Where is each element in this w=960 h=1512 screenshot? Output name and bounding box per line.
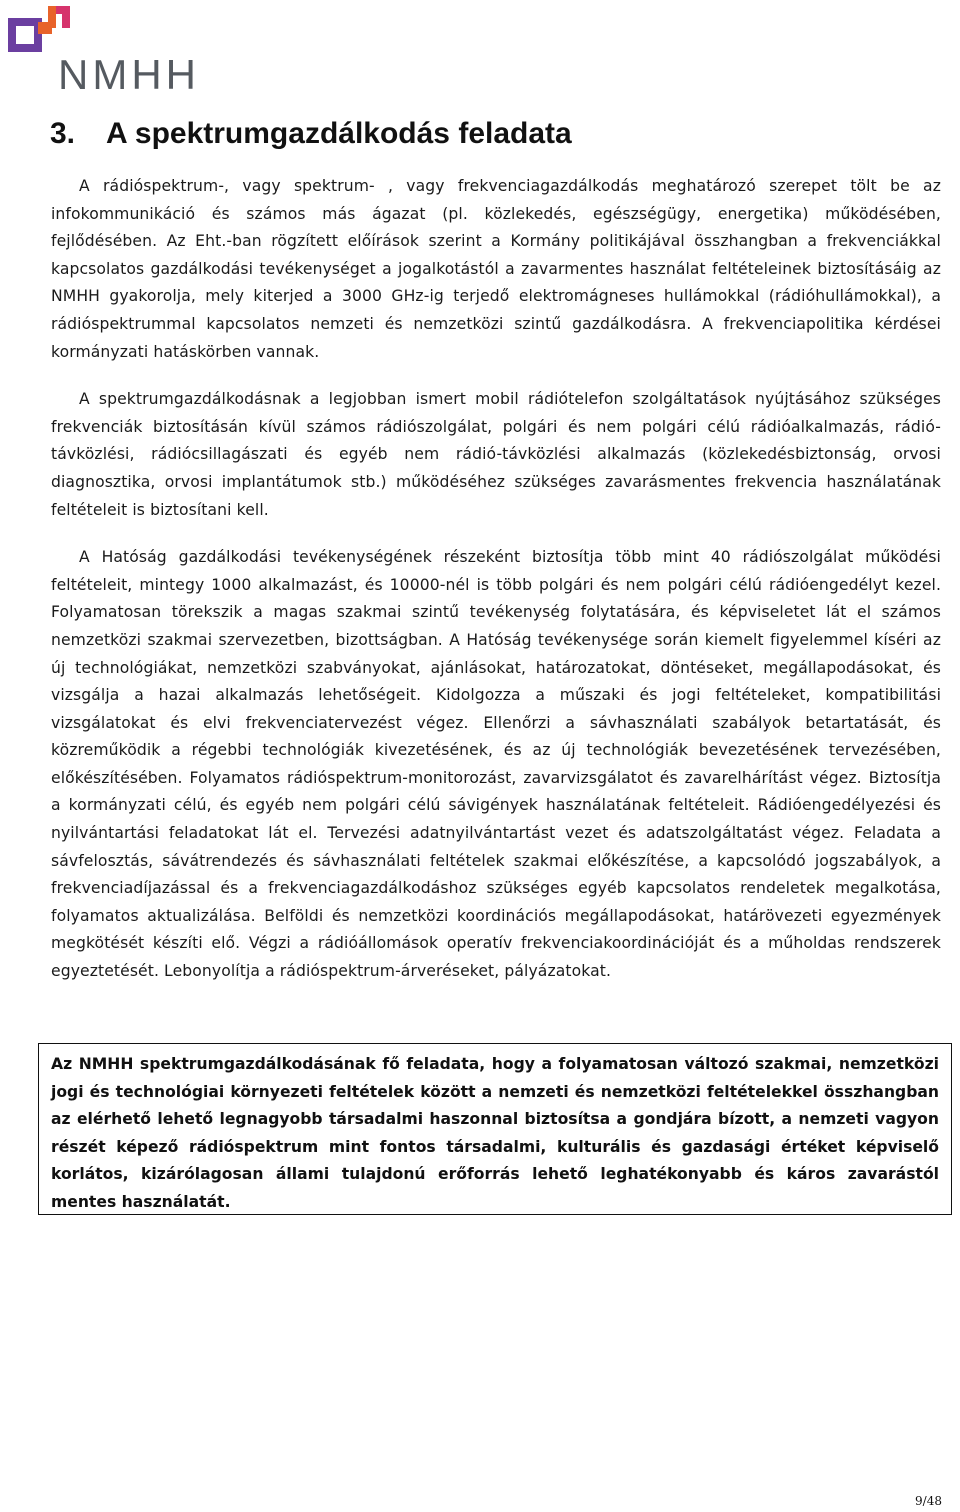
body-content [51, 173, 941, 1006]
paragraph-3: A Hatóság gazdálkodási tevékenységének részeként biztosítja több mint 40 rádiószolgálat működési feltételeit, mintegy 1000 alkalmazást, és 10000-nél is több polgári és nem polgári célú rádióengedélyt kezel. Folyamatosan törekszik a magas szakmai szintű tevékenység folytatására, és képviseletet lát el számos nemzetközi szakmai szervezetben, bizottságban. A Hatóság tevékenysége során kiemelt figyelemmel kíséri az új technológiákat, nemzetközi szabványokat, ajánlásokat, határozatokat, döntéseket, megállapodásokat, és vizsgálja a hazai alkalmazás lehetőségeit. Kidolgozza a műszaki és jogi feltételeket, kompatibilitási vizsgálatokat és elvi frekvenciatervezést végez. Ellenőrzi a sávhasználati szabályok betartatását, és közreműködik a régebbi technológiák kivezetésének, és az új technológiák bevezetésének tervezésében, előkészítésében. Folyamatos rádióspektrum-monitorozást, zavarvizsgálatot és zavarelhárítást végez. Biztosítja a kormányzati célú, és egyéb nem polgári célú sávigények használatának feltételeit. Rádióengedélyezési és nyilvántartási feladatokat lát el. Tervezési adatnyilvántartást vezet és adatszolgáltatást végez. Feladata a sávfelosztás, sávátrendezés és sávhasználati feltételek szakmai előkészítése, a kapcsolódó jogszabályok, a frekvenciadíjazással és a frekvenciagazdálkodáshoz szükséges egyéb kapcsolatos rendeletek megalkotása, folyamatos aktualizálása. Belföldi és nemzetközi koordinációs megállapodásokat, határövezeti egyezmények megkötését készíti elő. Végzi a rádióállomások operatív frekvenciakoordinációját és a műholdas rendszerek egyeztetését. Lebonyolítja a rádióspektrum-árveréseket, pályázatokat. [51, 548, 941, 981]
paragraph-2: A spektrumgazdálkodásnak a legjobban ismert mobil rádiótelefon szolgáltatások nyújtásához szükséges frekvenciák biztosításán kívül számos rádiószolgálat, polgári és nem polgári célú rádióalkalmazás, rádió-távközlési, rádiócsillagászati és egyéb nem rádió-távközlési alkalmazás (közlekedésbiztonság, orvosi diagnosztika, orvosi implantátumok stb.) működéséhez szükséges zavarásmentes frekvencia használatának feltételeit is biztosítani kell. [51, 390, 941, 519]
summary-box [38, 1043, 952, 1215]
nmhh-logo-mark-icon [8, 4, 78, 56]
summary-text: Az NMHH spektrumgazdálkodásának fő feladata, hogy a folyamatosan változó szakmai, nemzetközi jogi és technológiai környezeti feltételek között a nemzeti és nemzetközi feltételekkel összhangban az elérhető lehető legnagyobb társadalmi haszonnal biztosítsa a gondjára bízott, a nemzeti vagyon részét képező rádióspektrum mint fontos társadalmi, kulturális és gazdasági értéket képviselő korlátos, kizárólagosan állami tulajdonú erőforrás lehető leghatékonyabb és káros zavarástól mentes használatát. [51, 1055, 939, 1211]
section-title: A spektrumgazdálkodás feladata [106, 117, 572, 150]
nmhh-logo [8, 4, 200, 98]
page-number: 9/48 [915, 1494, 942, 1508]
section-number: 3. [50, 117, 76, 150]
section-heading [50, 117, 572, 151]
paragraph-1: A rádióspektrum-, vagy spektrum- , vagy frekvenciagazdálkodás meghatározó szerepet tölt be az infokommunikáció és számos más ágazat (pl. közlekedés, egészségügy, energetika) működésében, fejlődésében. Az Eht.-ban rögzített előírások szerint a Kormány politikájával összhangban a frekvenciákkal kapcsolatos gazdálkodási tevékenységet a jogalkotástól a zavarmentes használat feltételeinek biztosításáig az NMHH gyakorolja, mely kiterjed a 3000 GHz-ig terjedő elektromágneses hullámokkal (rádióhullámokkal), a rádióspektrummal kapcsolatos nemzeti és nemzetközi szintű gazdálkodásra. A frekvenciapolitika kérdései kormányzati hatáskörben vannak. [51, 177, 941, 361]
logo-wordmark: NMHH [58, 51, 200, 98]
